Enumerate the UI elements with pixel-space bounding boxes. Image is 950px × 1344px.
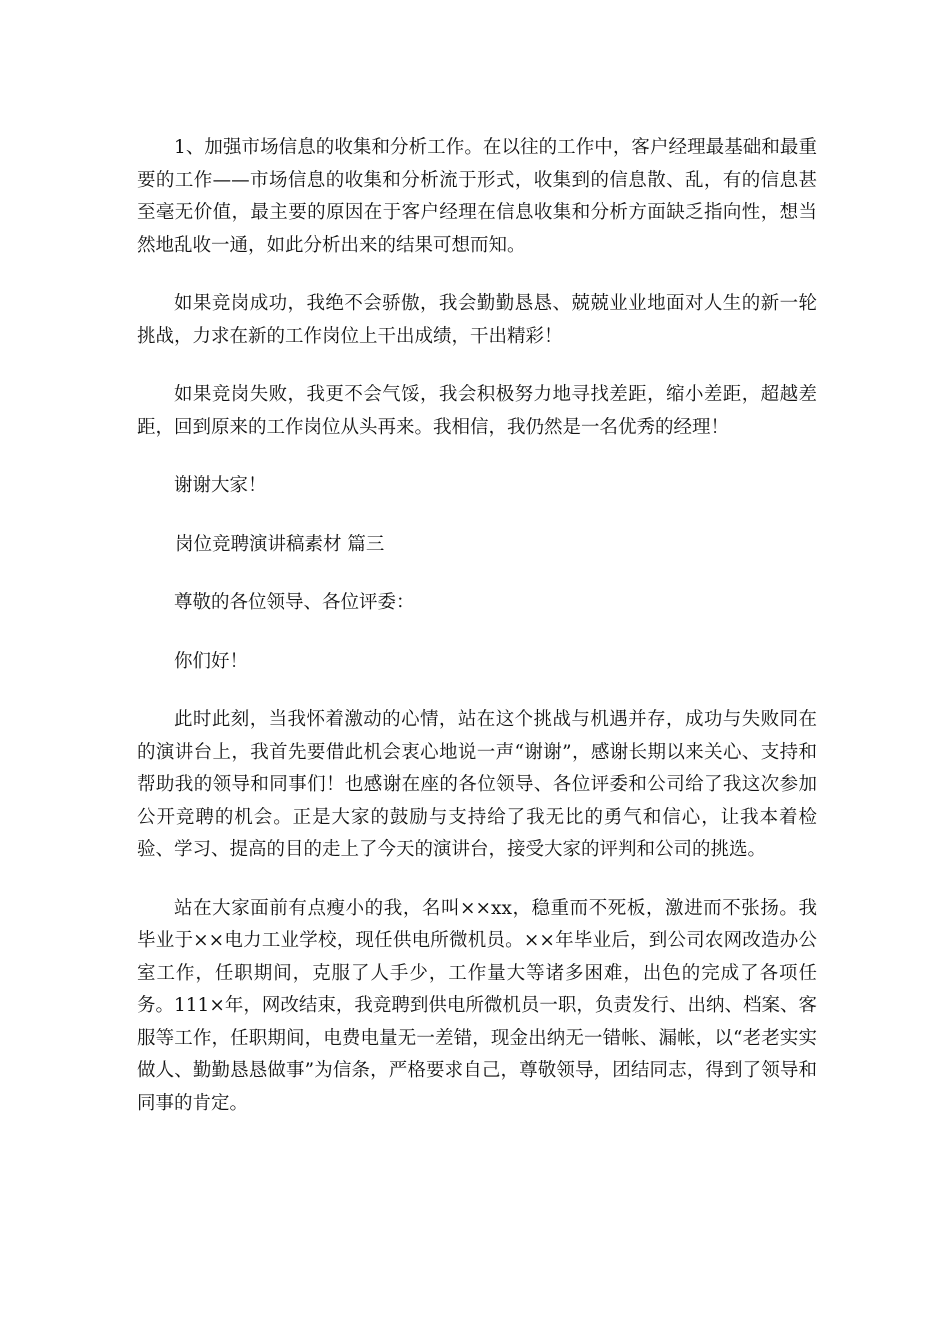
section-heading: 岗位竞聘演讲稿素材 篇三	[175, 533, 385, 555]
document-body	[137, 132, 817, 1146]
paragraph-salutation: 尊敬的各位领导、各位评委：	[174, 592, 415, 613]
paragraph-opening: 此时此刻，当我怀着激动的心情，站在这个挑战与机遇并存，成功与失败同在的演讲台上，我首先要借此机会衷心地说一声“谢谢”，感谢长期以来关心、支持和帮助我的领导和同事们！也感谢在座的各位领导、各位评委和公司给了我这次参加公开竞聘的机会。正是大家的鼓励与支持给了我无比的勇气和信心，让我本着检验、学习、提高的目的走上了今天的演讲台，接受大家的评判和公司的挑选。	[137, 709, 817, 860]
paragraph-self-introduction: 站在大家面前有点瘦小的我，名叫××xx，稳重而不死板，激进而不张扬。我毕业于××电力工业学校，现任供电所微机员。××年毕业后，到公司农网改造办公室工作，任职期间，克服了人手少，工作量大等诸多困难，出色的完成了各项任务。111×年，网改结束，我竞聘到供电所微机员一职，负责发行、出纳、档案、客服等工作，任职期间，电费电量无一差错，现金出纳无一错帐、漏帐，以“老老实实做人、勤勤恳恳做事”为信条，严格要求自己，尊敬领导，团结同志，得到了领导和同事的肯定。	[137, 897, 817, 1114]
paragraph-greeting: 你们好！	[174, 650, 249, 672]
paragraph-if-success: 如果竞岗成功，我绝不会骄傲，我会勤勤恳恳、兢兢业业地面对人生的新一轮挑战，力求在新的工作岗位上干出成绩，干出精彩！	[137, 293, 817, 347]
paragraph-market-info: 1、加强市场信息的收集和分析工作。在以往的工作中，客户经理最基础和最重要的工作——市场信息的收集和分析流于形式，收集到的信息散、乱，有的信息甚至毫无价值，最主要的原因在于客户经理在信息收集和分析方面缺乏指向性，想当然地乱收一通，如此分析出来的结果可想而知。	[137, 137, 817, 256]
paragraph-thanks: 谢谢大家！	[174, 475, 267, 496]
paragraph-if-failure: 如果竞岗失败，我更不会气馁，我会积极努力地寻找差距，缩小差距，超越差距，回到原来的工作岗位从头再来。我相信，我仍然是一名优秀的经理！	[137, 384, 817, 438]
